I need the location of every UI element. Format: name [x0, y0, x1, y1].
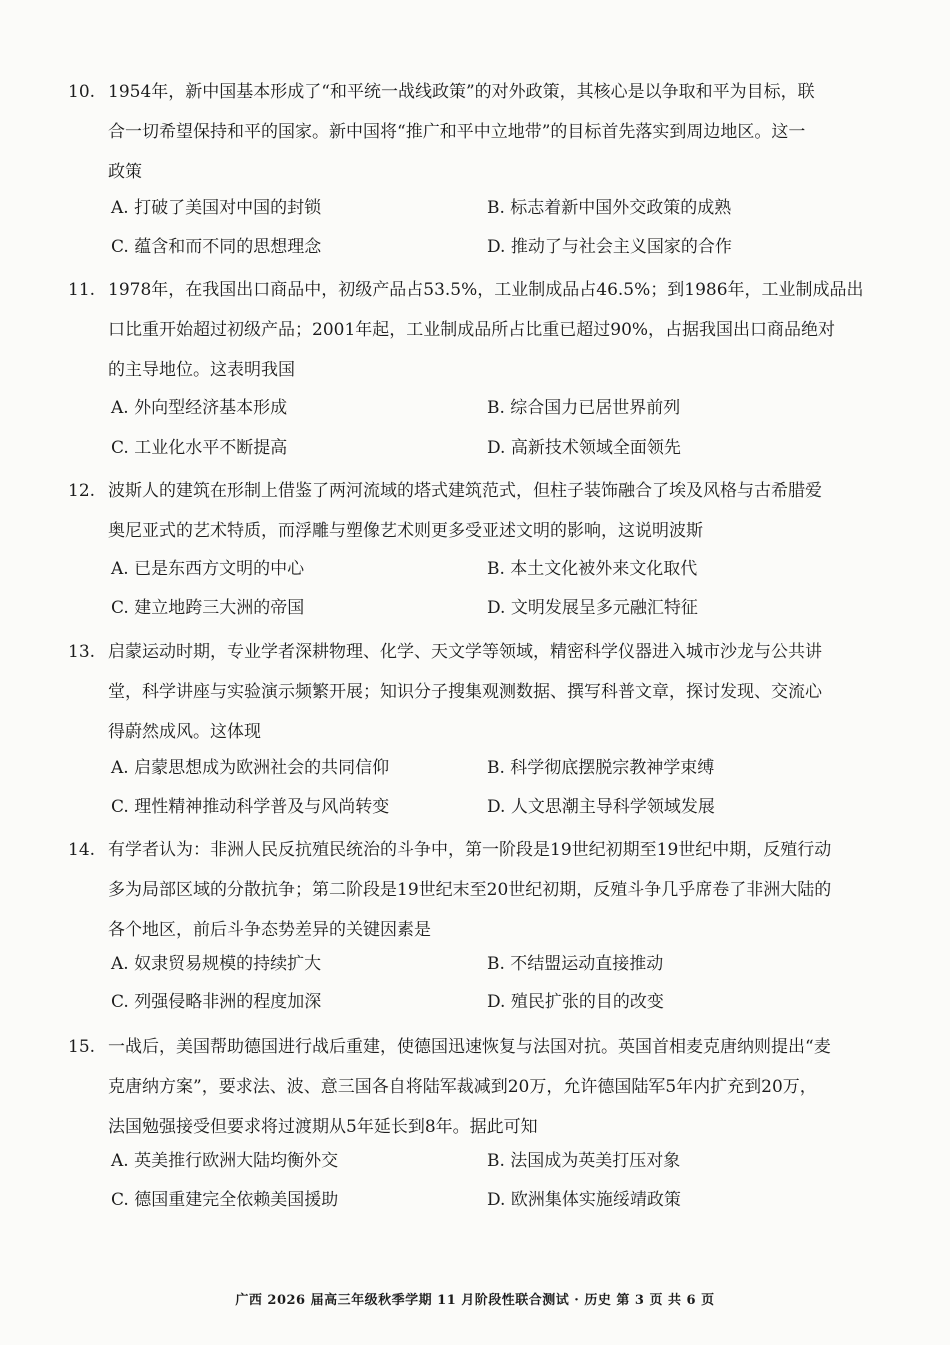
question-number: 15. — [68, 1037, 96, 1057]
option-d[interactable]: D. 人文思潮主导科学领域发展 — [487, 797, 715, 817]
question-11 — [68, 270, 878, 390]
question-12 — [68, 471, 878, 551]
option-b[interactable]: B. 标志着新中国外交政策的成熟 — [487, 198, 732, 218]
question-text-line: 奥尼亚式的艺术特质，而浮雕与塑像艺术则更多受亚述文明的影响，这说明波斯 — [108, 521, 703, 541]
question-number: 13. — [68, 642, 96, 662]
option-d[interactable]: D. 高新技术领域全面领先 — [487, 438, 681, 458]
question-number: 10. — [68, 82, 96, 102]
question-text-line: 政策 — [108, 162, 142, 182]
question-number: 14. — [68, 840, 96, 860]
option-c[interactable]: C. 德国重建完全依赖美国援助 — [111, 1190, 339, 1210]
question-13 — [68, 632, 878, 752]
question-text-line: 的主导地位。这表明我国 — [108, 360, 295, 380]
question-text-line: 口比重开始超过初级产品；2001年起，工业制成品所占比重已超过90%，占据我国出口商品绝对 — [108, 320, 836, 340]
option-a[interactable]: A. 外向型经济基本形成 — [111, 398, 288, 418]
option-a[interactable]: A. 打破了美国对中国的封锁 — [111, 198, 322, 218]
option-d[interactable]: D. 殖民扩张的目的改变 — [487, 992, 664, 1012]
option-a[interactable]: A. 奴隶贸易规模的持续扩大 — [111, 954, 322, 974]
question-text-line: 各个地区，前后斗争态势差异的关键因素是 — [108, 920, 431, 940]
option-b[interactable]: B. 本土文化被外来文化取代 — [487, 559, 698, 579]
question-text-line: 合一切希望保持和平的国家。新中国将“推广和平中立地带”的目标首先落实到周边地区。这一 — [108, 122, 806, 142]
question-10 — [68, 72, 878, 192]
option-c[interactable]: C. 工业化水平不断提高 — [111, 438, 288, 458]
option-b[interactable]: B. 科学彻底摆脱宗教神学束缚 — [487, 758, 715, 778]
option-c[interactable]: C. 建立地跨三大洲的帝国 — [111, 598, 305, 618]
option-c[interactable]: C. 蕴含和而不同的思想理念 — [111, 237, 322, 257]
question-text-line: 法国勉强接受但要求将过渡期从5年延长到8年。据此可知 — [108, 1117, 538, 1137]
option-b[interactable]: B. 综合国力已居世界前列 — [487, 398, 681, 418]
question-text-line: 1954年，新中国基本形成了“和平统一战线政策”的对外政策，其核心是以争取和平为目标，联 — [108, 82, 815, 102]
option-c[interactable]: C. 理性精神推动科学普及与风尚转变 — [111, 797, 390, 817]
option-a[interactable]: A. 已是东西方文明的中心 — [111, 559, 305, 579]
question-text-line: 堂，科学讲座与实验演示频繁开展；知识分子搜集观测数据、撰写科普文章，探讨发现、交流心 — [108, 682, 822, 702]
question-text-line: 多为局部区域的分散抗争；第二阶段是19世纪末至20世纪初期，反殖斗争几乎席卷了非洲大陆的 — [108, 880, 832, 900]
question-text-line: 有学者认为：非洲人民反抗殖民统治的斗争中，第一阶段是19世纪初期至19世纪中期，反殖行动 — [108, 840, 832, 860]
question-text-line: 一战后，美国帮助德国进行战后重建，使德国迅速恢复与法国对抗。英国首相麦克唐纳则提出“麦 — [108, 1037, 831, 1057]
question-text-line: 克唐纳方案”，要求法、波、意三国各自将陆军裁减到20万，允许德国陆军5年内扩充到20万， — [108, 1077, 817, 1097]
question-text-line: 启蒙运动时期，专业学者深耕物理、化学、天文学等领域，精密科学仪器进入城市沙龙与公共讲 — [108, 642, 822, 662]
question-text-line: 波斯人的建筑在形制上借鉴了两河流域的塔式建筑范式，但柱子装饰融合了埃及风格与古希腊爱 — [108, 481, 822, 501]
question-number: 12. — [68, 481, 96, 501]
option-d[interactable]: D. 推动了与社会主义国家的合作 — [487, 237, 732, 257]
question-15 — [68, 1027, 878, 1147]
option-a[interactable]: A. 英美推行欧洲大陆均衡外交 — [111, 1151, 339, 1171]
option-b[interactable]: B. 法国成为英美打压对象 — [487, 1151, 681, 1171]
question-text-line: 1978年，在我国出口商品中，初级产品占53.5%，工业制成品占46.5%；到1986年，工业制成品出 — [108, 280, 864, 300]
option-b[interactable]: B. 不结盟运动直接推动 — [487, 954, 664, 974]
option-d[interactable]: D. 文明发展呈多元融汇特征 — [487, 598, 698, 618]
question-text-line: 得蔚然成风。这体现 — [108, 722, 261, 742]
question-14 — [68, 830, 878, 950]
page-footer: 广西 2026 届高三年级秋季学期 11 月阶段性联合测试 · 历史 第 3 页 共 6 页 — [235, 1293, 715, 1308]
option-d[interactable]: D. 欧洲集体实施绥靖政策 — [487, 1190, 681, 1210]
question-number: 11. — [68, 280, 96, 300]
option-c[interactable]: C. 列强侵略非洲的程度加深 — [111, 992, 322, 1012]
option-a[interactable]: A. 启蒙思想成为欧洲社会的共同信仰 — [111, 758, 390, 778]
